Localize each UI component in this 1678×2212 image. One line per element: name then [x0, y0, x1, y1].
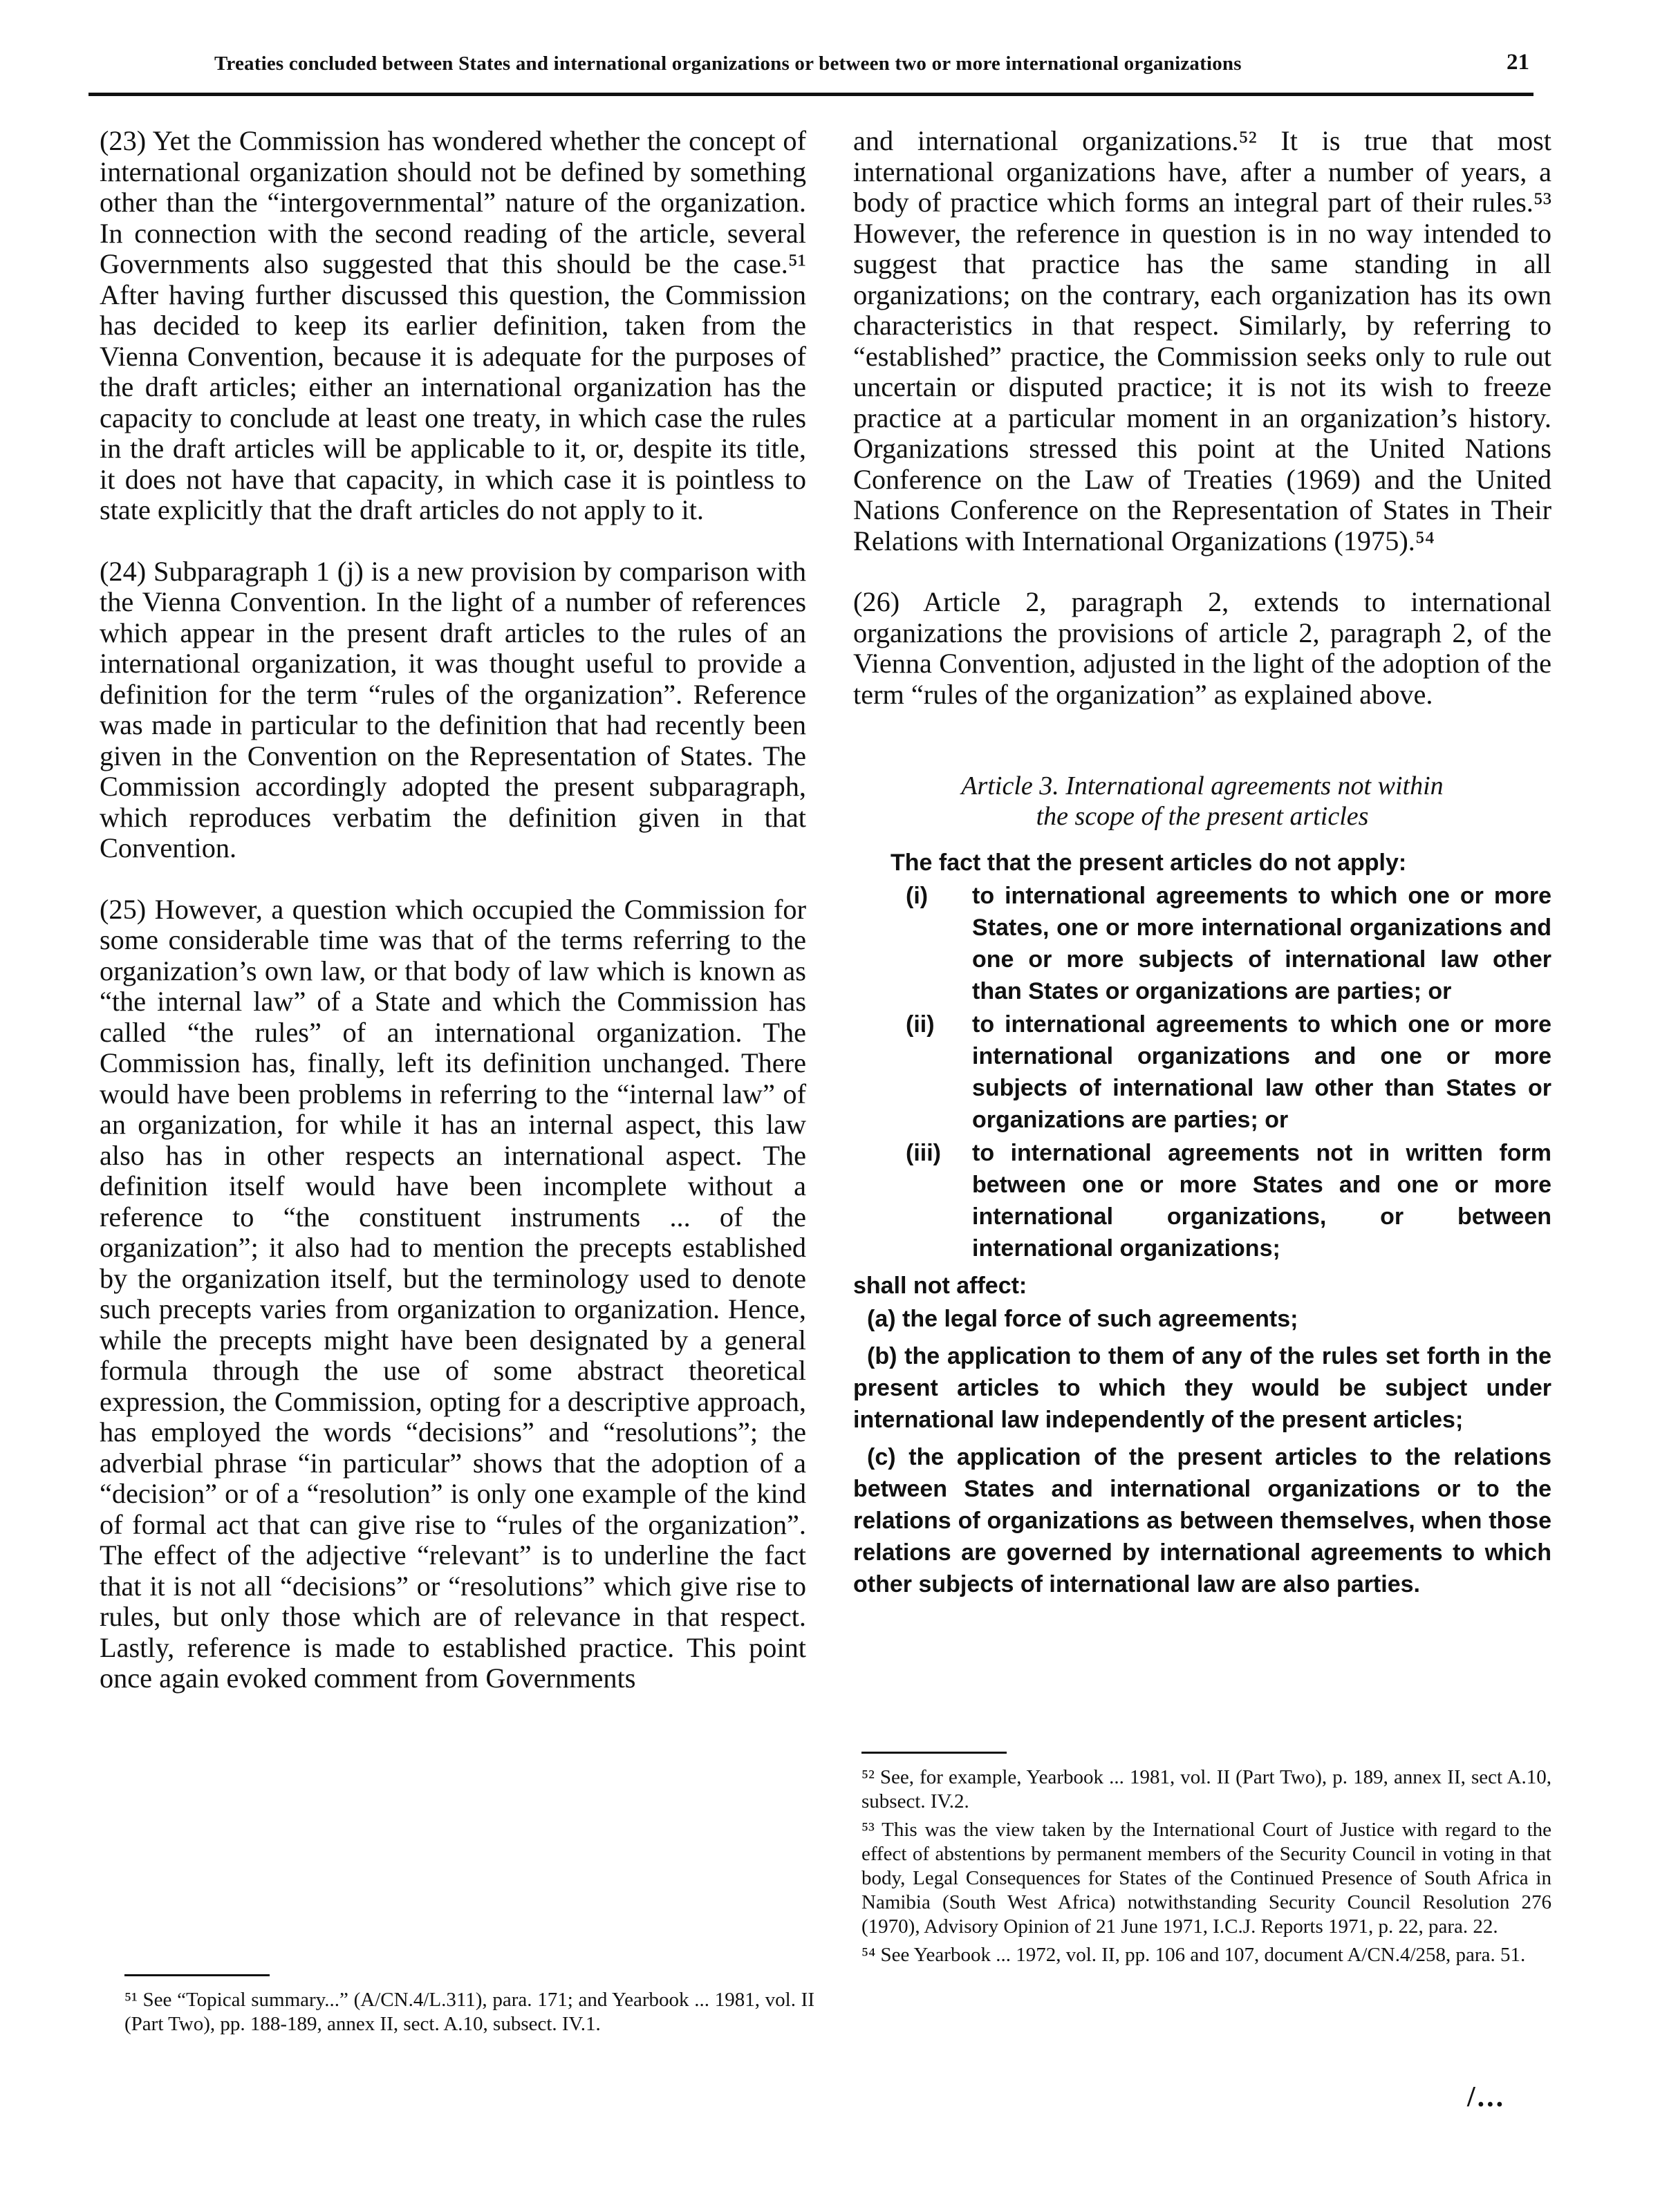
article-item [906, 1009, 1551, 1136]
item-number: (ii) [906, 1011, 935, 1038]
item-text: to international agreements to which one or more international organizations and one or more subjects of international law other than States or organizations are parties; or [972, 1011, 1551, 1133]
paragraph-26: (26) Article 2, paragraph 2, extends to international organizations the provisions of article 2, paragraph 2, of the Vienna Convention, adjusted in the light of the adoption of the term “rules of the organization” as explained above. [853, 586, 1551, 710]
paragraph-25: (25) However, a question which occupied the Commission for some considerable time was that of the terms referring to the organization’s own law, or that body of law which is known as “the internal law” of a State and which the Commission has called “the rules” of an international organization. The Commission has, finally, left its definition unchanged. There would have been problems in referring to the “internal law” of an organization, for while it has an internal aspect, this law also has in other respects an international aspect. The definition itself would have been incomplete without a reference to “the constituent instruments ... of the organization”; it also had to mention the precepts established by the organization itself, but the terminology used to denote such precepts varies from organization to organization. Hence, while the precepts might have been designated by a general formula through the use of some abstract theoretical expression, the Commission, opting for a descriptive approach, has employed the words “decisions” and “resolutions”; the adverbial phrase “in particular” shows that the adoption of a “decision” or of a “resolution” is only one example of the kind of formal act that can give rise to “rules of the organization”. The effect of the adjective “relevant” is to underline the fact that it is not all “decisions” or “resolutions” which give rise to rules, but only those which are of relevance in that respect. Lastly, reference is made to established practice. This point once again evoked comment from Governments [100, 893, 806, 1694]
item-text: to international agreements to which one or more States, one or more international organizations and one or more subjects of international law other than States or organizations are parties; or [972, 883, 1551, 1004]
page-header [88, 41, 1533, 96]
footnote-53: ⁵³ This was the view taken by the International Court of Justice with regard to the effect of abstentions by permanent members of the Security Council in voting in that body, Legal Consequences for States of the Continued Presence of South Africa in Namibia (South West Africa) notwithstanding Security Council Resolution 276 (1970), Advisory Opinion of 21 June 1971, I.C.J. Reports 1971, p. 22, para. 22. [861, 1819, 1551, 1938]
footnote-54: ⁵⁴ See Yearbook ... 1972, vol. II, pp. 106 and 107, document A/CN.4/258, para. 51. [861, 1944, 1526, 1966]
footnotes-left [124, 1988, 814, 2041]
article-item [906, 880, 1551, 1007]
continued-marker: /... [1467, 2081, 1506, 2113]
article-3-text [853, 847, 1551, 1600]
item-text: to international agreements not in written form between one or more States and one or more international organizations, or between international organizations; [972, 1140, 1551, 1262]
paragraph-24: (24) Subparagraph 1 (j) is a new provision by comparison with the Vienna Convention. In the light of a number of references which appear in the present draft articles to the rules of an international organization, it was thought useful to provide a definition for the term “rules of the organization”. Reference was made in particular to the definition that had recently been given in the Convention on the Representation of States. The Commission accordingly adopted the present subparagraph, which reproduces verbatim the definition given in that Convention. [100, 555, 806, 863]
right-column [853, 126, 1551, 1606]
article-3-heading [853, 771, 1551, 832]
footnote-rule-left [124, 1974, 270, 1976]
footnote-52: ⁵² See, for example, Yearbook ... 1981, vol. II (Part Two), p. 189, annex II, sect A.10, subsect. IV.2. [861, 1766, 1551, 1812]
article-item [906, 1137, 1551, 1264]
paragraph-25-continued: and international organizations.⁵² It is true that most international organizations have, after a number of years, a body of practice which forms an integral part of their rules.⁵³ However, the reference in question is in no way intended to suggest that practice has the same standing in all organizations; on the contrary, each organization has its own characteristics in that respect. Similarly, by referring to “established” practice, the Commission seeks only to rule out uncertain or disputed practice; it is not its wish to freeze practice at a particular moment in an organization’s history. Organizations stressed this point at the United Nations Conference on the Law of Treaties (1969) and the United Nations Conference on the Representation of States in Their Relations with International Organizations (1975).⁵⁴ [853, 125, 1551, 556]
article-heading-line-1: Article 3. International agreements not within [961, 771, 1444, 800]
footnote-rule-right [861, 1752, 1007, 1754]
subparagraph-c: (c) the application of the present articles to the relations between States and international organizations or to the relations of organizations as between themselves, when those relations are governed by international agreements to which other subjects of international law are also parties. [853, 1444, 1551, 1597]
article-intro: The fact that the present articles do not apply: [891, 850, 1407, 876]
left-column [100, 126, 806, 1694]
article-heading-line-2: the scope of the present articles [1036, 802, 1369, 831]
item-number: (i) [906, 883, 929, 909]
subparagraph-a: (a) the legal force of such agreements; [867, 1306, 1298, 1332]
subparagraph-b: (b) the application to them of any of the rules set forth in the present articles to which they would be subject under international law independently of the present articles; [853, 1343, 1551, 1433]
shall-not-affect: shall not affect: [853, 1273, 1027, 1299]
footnote-51: ⁵¹ See “Topical summary...” (A/CN.4/L.311), para. 171; and Yearbook ... 1981, vol. II (Part Two), pp. 188-189, annex II, sect. A.10, subsect. IV.1. [124, 1989, 814, 2035]
running-head: Treaties concluded between States and international organizations or between two or more international organizations [214, 53, 1242, 75]
page-number: 21 [1507, 50, 1529, 75]
item-number: (iii) [906, 1140, 941, 1166]
paragraph-23: (23) Yet the Commission has wondered whether the concept of international organization should not be defined by something other than the “intergovernmental” nature of the organization. In connection with the second reading of the article, several Governments also suggested that this should be the case.⁵¹ After having further discussed this question, the Commission has decided to keep its earlier definition, taken from the Vienna Convention, because it is adequate for the purposes of the draft articles; either an international organization has the capacity to conclude at least one treaty, in which case the rules in the draft articles will be applicable to it, or, despite its title, it does not have that capacity, in which case it is pointless to state explicitly that the draft articles do not apply to it. [100, 125, 806, 525]
footnotes-right [861, 1765, 1551, 1971]
